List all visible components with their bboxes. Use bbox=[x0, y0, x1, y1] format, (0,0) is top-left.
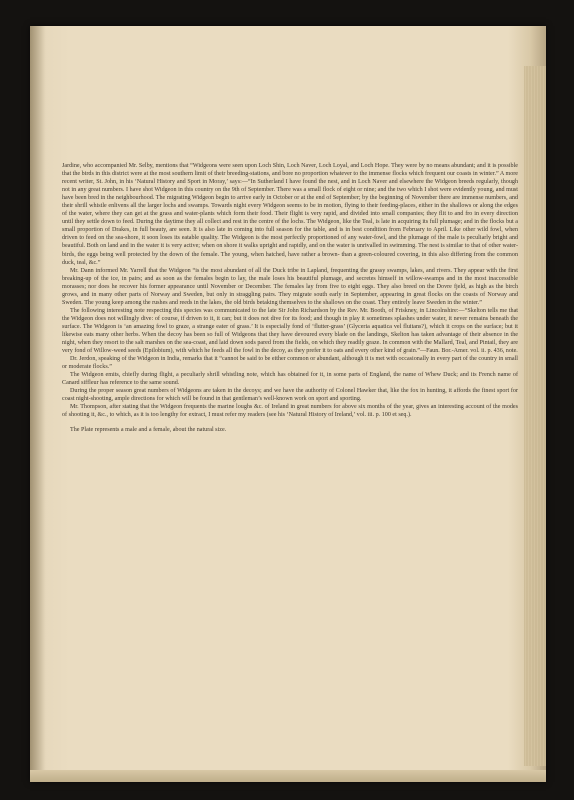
paragraph: The Widgeon emits, chiefly during flight, a peculiarly shrill whistling note, which has obtained for it, in some parts of England, the name of Whew Duck; and its French name of Canard siffleur has reference to the same sound. bbox=[62, 372, 518, 387]
book-page bbox=[30, 26, 546, 782]
body-text bbox=[62, 162, 518, 434]
page-bottom-edge bbox=[30, 770, 546, 782]
paragraph: During the proper season great numbers of Widgeons are taken in the decoys; and we have the authority of Colonel Hawker that, like the fox in hunting, it affords the finest sport for coast night-shooting, ample directions for which will be found in that gentleman’s well-known work on sport and sporting. bbox=[62, 388, 518, 403]
paragraph: Mr. Thompson, after stating that the Widgeon frequents the marine loughs &c. of Ireland in great numbers for above six months of the year, gives an interesting account of the modes of shooting it, &c., to which, as it is too lengthy for extract, I must refer my readers (see his ‘Natural History of Ireland,’ vol. iii. p. 100 et seq.). bbox=[62, 404, 518, 419]
plate-note: The Plate represents a male and a female, about the natural size. bbox=[70, 426, 227, 433]
paragraph: The following interesting note respecting this species was communicated to the late Sir John Richardson by the Rev. Mr. Booth, of Friskney, in Lincolnshire:—“Skelton tells me that the Widgeon does not willingly dive: of course, if driven to it, it can; but it does not dive for its food; and though in play it sometimes splashes under water, it never remains beneath the surface. The Widgeon is ‘an amazing fowl to graze, a strange eater of grass.’ It is especially fond of ‘flutter-grass’ (Glyceria aquatica vel fluitans?), which it crops on the surface; but it likewise eats many other herbs. When the decoy has been so full of Widgeons that they have devoured every blade on the landings, Skelton has taken advantage of their absence in the night, when they resort to the salt marshes on the sea-coast, and laid down sods pared from the fields, on which they readily graze. In common with the Mallard, Teal, and Pintail, they are very fond of Willow-weed seeds (Epilobium), with which he feeds all the fowl in the decoy, as they prefer it to oats and every other kind of grain.”—Faun. Bor.-Amer. vol. ii. p. 436, note. bbox=[62, 307, 518, 355]
paragraph: Dr. Jerdon, speaking of the Widgeon in India, remarks that it “cannot be said to be either common or abundant, although it is met with occasionally in every part of the country in small or moderate flocks.” bbox=[62, 356, 518, 371]
paragraph: Mr. Dann informed Mr. Yarrell that the Widgeon “is the most abundant of all the Duck tribe in Lapland, frequenting the grassy swamps, lakes, and rivers. They appear with the first breaking-up of the ice, in pairs; and as soon as the females begin to lay, the male loses his beautiful plumage, and secretes himself in willow-swamps and in the most inaccessible morasses; nor does he recover his former appearance until November or December. The females lay from five to eight eggs. They also breed on the Dovre fjeld, as high as the birch grows, and in many other parts of Norway and Sweden, but only in straggling pairs. They migrate south early in September, appearing in great flocks on the coasts of Norway and Sweden. The young keep among the rushes and reeds in the lakes, the old birds betaking themselves to the shallows on the coast. They entirely leave Sweden in the winter.” bbox=[62, 267, 518, 306]
paragraph: Jardine, who accompanied Mr. Selby, mentions that “Widgeons were seen upon Loch Shin, Loch Naver, Loch Loyal, and Loch Hope. They were by no means abundant; and it is possible that the birds in this district were at the most southern limit of their breeding-stations, and bore no proportion whatever to the immense flocks which frequent our coasts in winter.” A more recent writer, St. John, in his ‘Natural History and Sport in Moray,’ says:—“In Sutherland I have found the nest, and in Loch Naver and elsewhere the Widgeon breeds regularly, though not in any great numbers. I have shot Widgeon in this country on the 9th of September. There was a small flock of eight or nine; and the two which I shot were evidently young, and must have been bred in the neighbourhood. The migrating Widgeon begin to arrive early in October or at the end of September; by the beginning of November there are immense numbers, and their shrill whistle enlivens all the larger lochs and swamps. Towards night every Widgeon seems to be in motion, flying to their feeding-places, either in the shallows or along the edges of the water, where they can get at the grass and water-plants which form their food. Their flight is very rapid, and divided into small companies; they flit to and fro in every direction until they settle down to feed. During the daytime they all collect and rest in the centre of the lochs. The Widgeon, like the Teal, is late in acquiring its full plumage; and in the flocks but a small proportion of Drakes, in full beauty, are seen. It is also late in coming into full season for the table, and is in best condition from February to April. Like other wild fowl, when driven to feed on the sea-shore, it soon loses its eatable quality. The Widgeon is the most perfectly proportioned of any water-fowl, and the plumage of the male is peculiarly bright and beautiful. Both on land and in the water it is very active; when on shore it walks upright and rapidly, and on the water is unrivalled in swimming. The nest is similar to that of other water-birds, the eggs being well protected by the down of the female. The young, when hatched, have rather a brown- than a green-coloured covering, in this also differing from the common duck, teal, &c.” bbox=[62, 163, 518, 266]
spine-shadow bbox=[30, 26, 46, 782]
page-edge bbox=[524, 66, 546, 766]
